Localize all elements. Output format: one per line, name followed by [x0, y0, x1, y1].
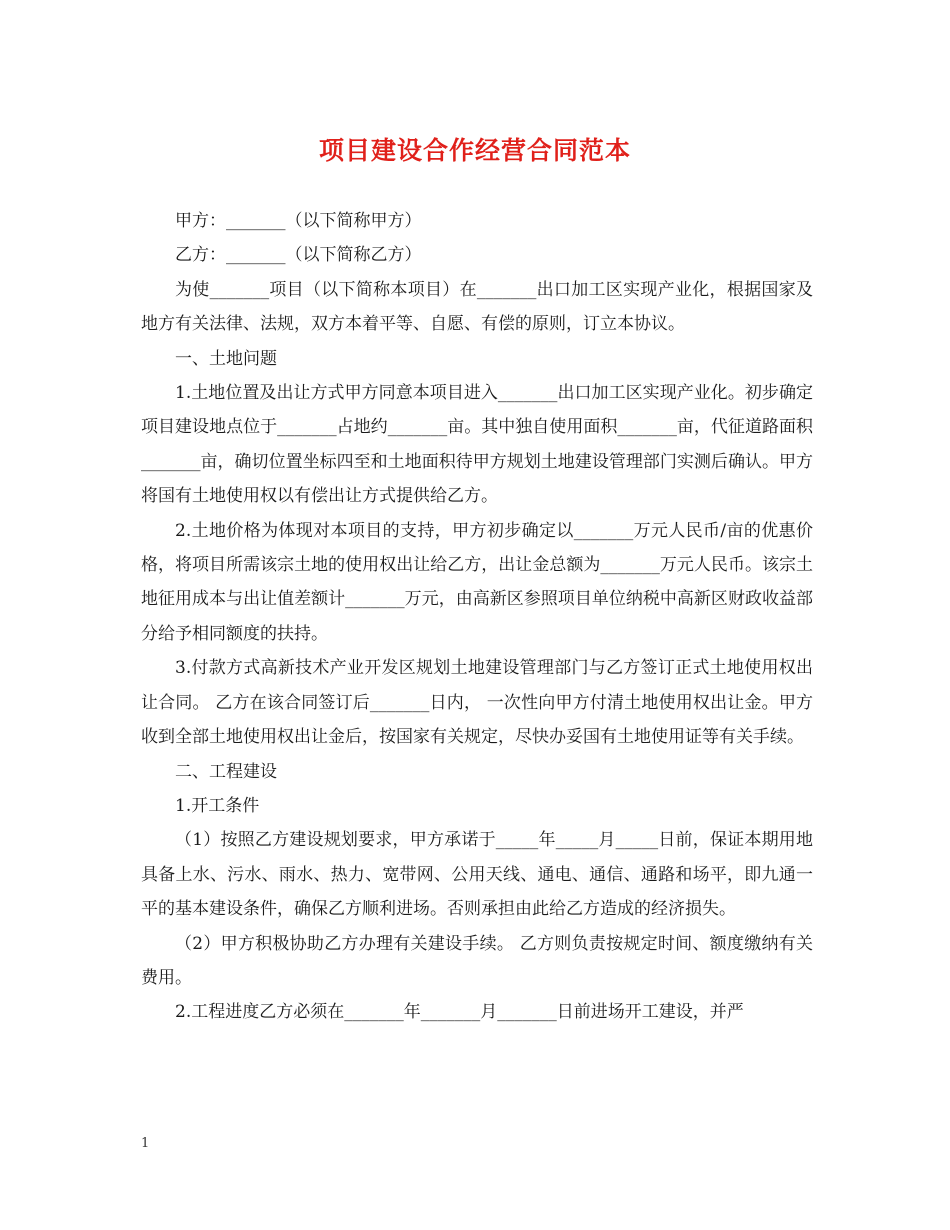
- clause-progress: 2.工程进度乙方必须在_______年_______月_______日前进场开工建设，并严: [175, 1002, 744, 1023]
- party-a-line: 甲方：_______（以下简称甲方）: [175, 211, 422, 231]
- document-title: 项目建设合作经营合同范本: [318, 136, 631, 165]
- clause-land-price: 2.土地价格为体现对本项目的支持，甲方初步确定以_______万元人民币/亩的优惠价格，将项目所需该宗土地的使用权出让给乙方，出让金总额为_______万元人民币。该宗土地征用成本与出让值差额计_______万元，由高新区参照项目单位纳税中高新区财政收益部分给予相同额度的扶持。: [141, 520, 813, 644]
- page-number: 1: [141, 1136, 150, 1151]
- clause-payment: 3.付款方式高新技术产业开发区规划土地建设管理部门与乙方签订正式土地使用权出让合同。 乙方在该合同签订后_______日内， 一次性向甲方付清土地使用权出让金。甲方收到全部土地使用权出让金后，按国家有关规定，尽快办妥国有土地使用证等有关手续。: [141, 658, 813, 748]
- section-heading-land: 一、土地问题: [175, 348, 277, 369]
- clause-land-location: 1.土地位置及出让方式甲方同意本项目进入_______出口加工区实现产业化。初步确定项目建设地点位于_______占地约_______亩。其中独自使用面积_______亩，代征道路面积_______亩，确切位置坐标四至和土地面积待甲方规划土地建设管理部门实测后确认。甲方将国有土地使用权以有偿出让方式提供给乙方。: [141, 383, 813, 507]
- clause-start-conditions: 1.开工条件: [175, 795, 260, 816]
- document-body: [141, 204, 813, 1030]
- preamble-paragraph: 为使_______项目（以下简称本项目）在_______出口加工区实现产业化，根据国家及地方有关法律、法规，双方本着平等、自愿、有偿的原则，订立本协议。: [141, 279, 813, 335]
- section-heading-construction: 二、工程建设: [175, 761, 277, 782]
- sub-clause-2: （2）甲方积极协助乙方办理有关建设手续。 乙方则负责按规定时间、额度缴纳有关费用。: [141, 933, 813, 988]
- party-b-line: 乙方：_______（以下简称乙方）: [175, 245, 422, 266]
- sub-clause-1: （1）按照乙方建设规划要求，甲方承诺于_____年_____月_____日前，保证本期用地具备上水、污水、雨水、热力、宽带网、公用天线、通电、通信、通路和场平，即九通一平的基本建设条件，确保乙方顺利进场。否则承担由此给乙方造成的经济损失。: [141, 830, 813, 920]
